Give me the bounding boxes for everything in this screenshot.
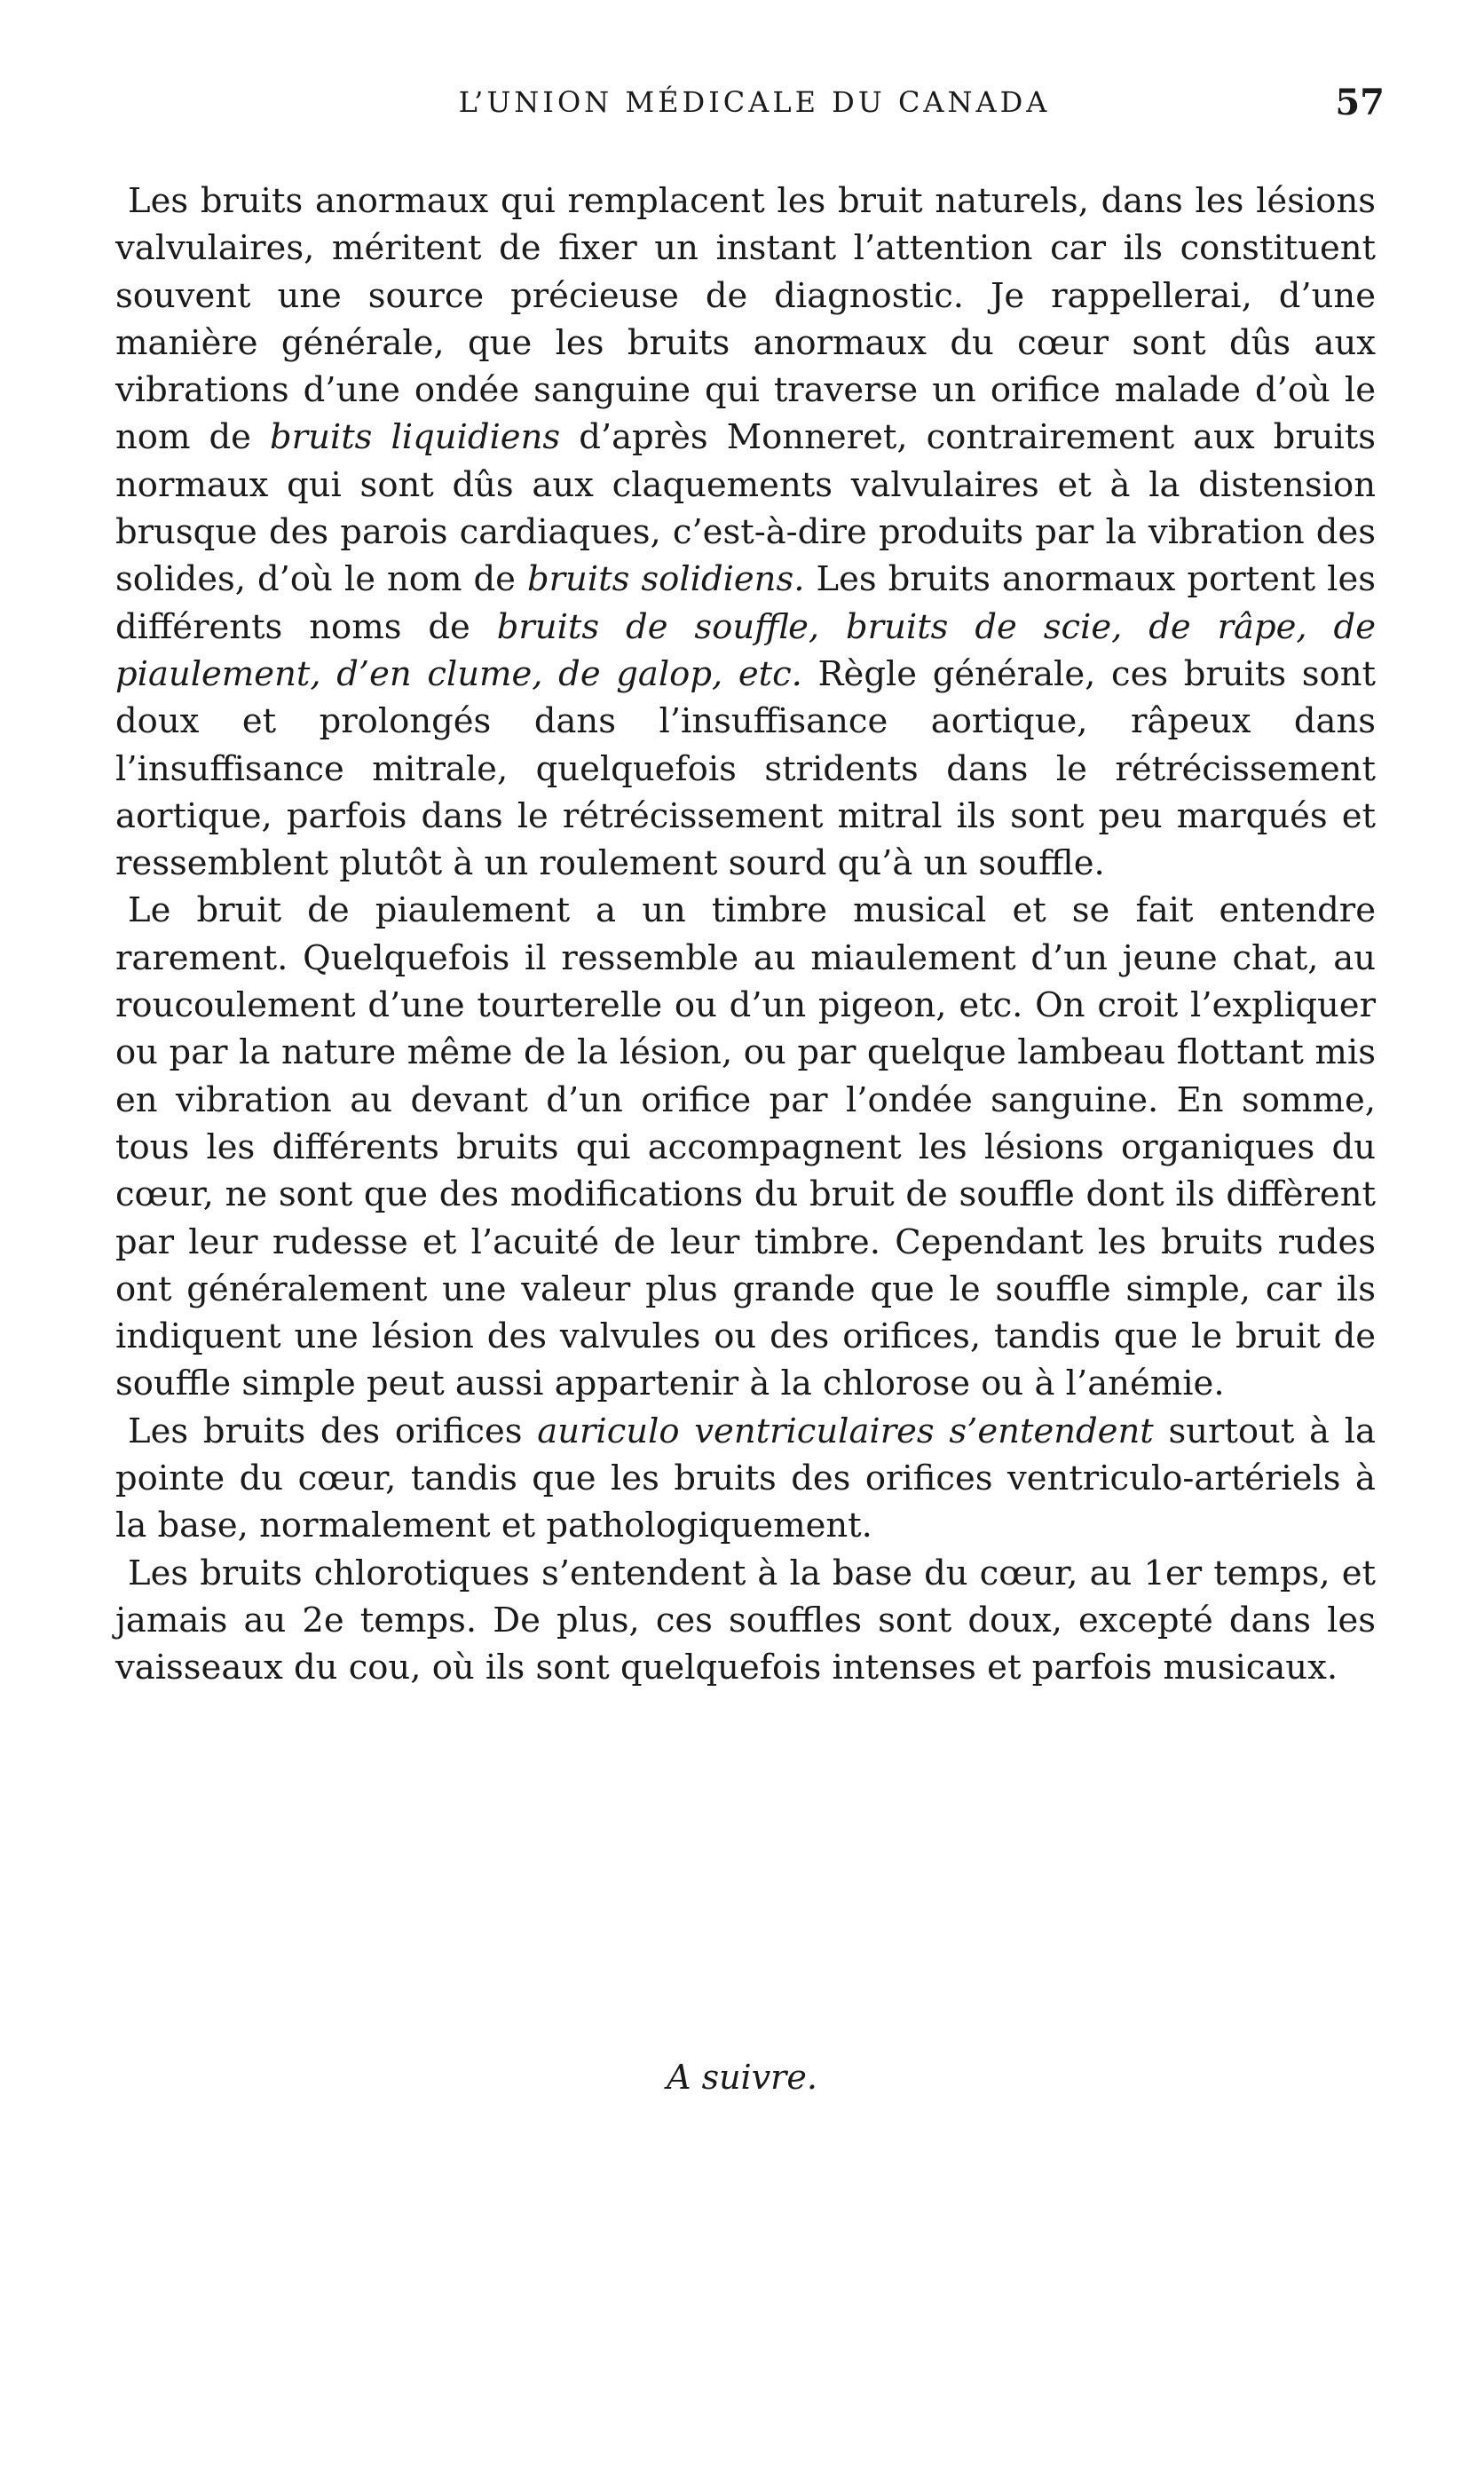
paragraph: [115, 1550, 1376, 1692]
running-head: [124, 82, 1385, 138]
paragraph: [115, 887, 1376, 1407]
text-segment: d’après Monneret, contrairement aux bruits normaux qui sont dûs aux claquements valvulaires et à la distension brusque des parois cardiaques, c’est-à-dire produits par la vibration des solides, d’où le nom de: [115, 417, 1376, 600]
text-segment: Le bruit de piaulement a un timbre musical et se fait entendre rarement. Quelquefois il ressemble au miaulement d’un jeune chat, au roucoulement d’une tourterelle ou d’un pigeon, etc. On croit l’expliquer ou par la nature même de la lésion, ou par quelque lambeau flottant mis en vibration au devant d’un orifice par l’ondée sanguine. En somme, tous les différents bruits qui accompagnent les lésions organiques du cœur, ne sont que des modifications du bruit de souffle dont ils diffèrent par leur rudesse et l’acuité de leur timbre. Cependant les bruits rudes ont généralement une valeur plus grande que le souffle simple, car ils indiquent une lésion des valvules ou des orifices, tandis que le bruit de souffle simple peut aussi appartenir à la chlorose ou à l’anémie.: [115, 890, 1376, 1404]
italic-term: bruits solidiens.: [526, 559, 805, 600]
paragraph: [115, 178, 1376, 887]
text-segment: Règle générale, ces bruits sont doux et prolongés dans l’insuffisance aortique, râpeux dans l’insuffisance mitrale, quelquefois stridents dans le rétrécissement aortique, parfois dans le rétrécissement mitral ils sont peu marqués et ressemblent plutôt à un roulement sourd qu’à un souffle.: [115, 653, 1376, 884]
text-segment: surtout à la pointe du cœur, tandis que les bruits des orifices ventriculo-artériels à la base, normalement et pathologiquement.: [115, 1411, 1376, 1546]
text-segment: Les bruits des orifices: [128, 1411, 538, 1451]
text-segment: Les bruits chlorotiques s’entendent à la base du cœur, au 1er temps, et jamais au 2e temps. De plus, ces souffles sont doux, excepté dans les vaisseaux du cou, où ils sont quelquefois intenses et parfois musicaux.: [115, 1553, 1376, 1688]
journal-title: L’UNION MÉDICALE DU CANADA: [458, 85, 1051, 119]
italic-term: bruits liquidiens: [270, 417, 561, 458]
italic-term: bruits de souffle, bruits de scie, de râpe, de piaulement, d’en clume, de galop, etc.: [115, 606, 1376, 694]
paragraph: [115, 1408, 1376, 1550]
italic-term: auriculo ventriculaires s’entendent: [537, 1411, 1154, 1451]
text-segment: Les bruits anormaux portent les différents noms de: [115, 559, 1376, 647]
text-segment: Les bruits anormaux qui remplacent les bruit naturels, dans les lésions valvulaires, méritent de fixer un instant l’attention car ils constituent souvent une source précieuse de diagnostic. Je rappellerai, d’une manière générale, que les bruits anormaux du cœur sont dûs aux vibrations d’une ondée sanguine qui traverse un orifice malade d’où le nom de: [115, 181, 1376, 458]
to-be-continued: A suivre.: [667, 2058, 817, 2097]
article-body: [115, 178, 1376, 1692]
page-number: 57: [1335, 82, 1385, 123]
